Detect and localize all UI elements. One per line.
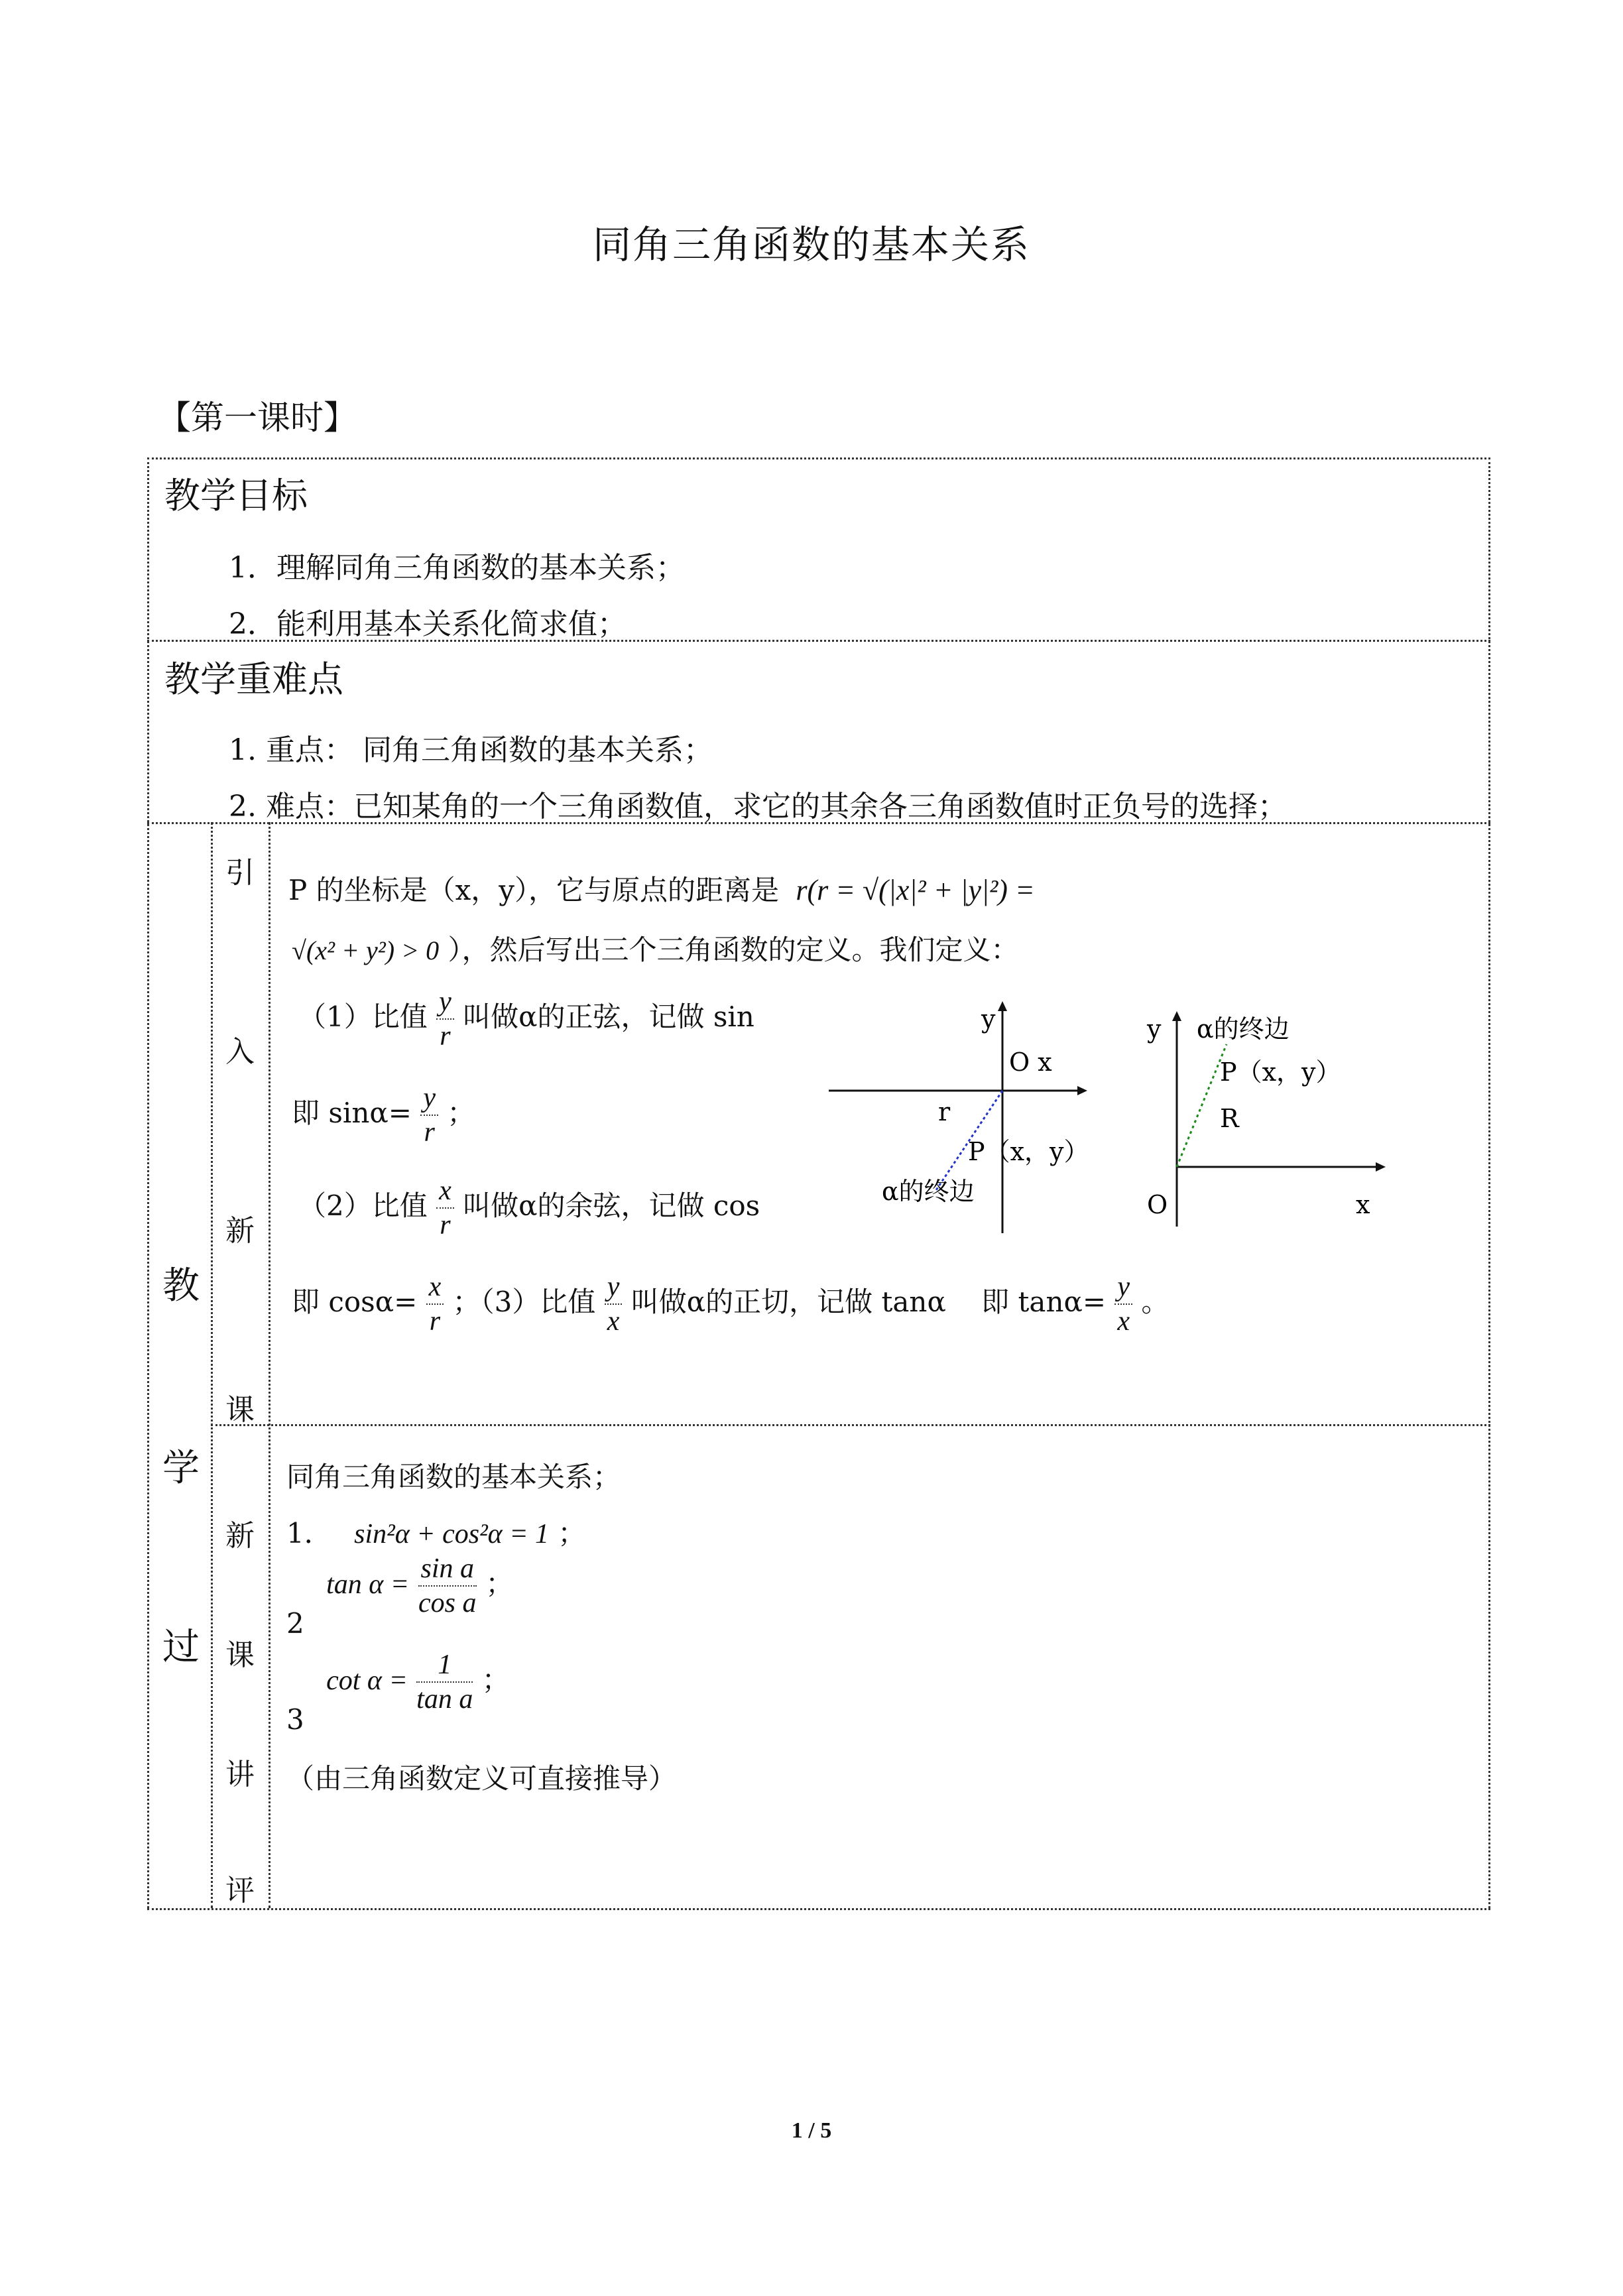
lecture-note: （由三角函数定义可直接推导） bbox=[286, 1762, 677, 1795]
diagram-first-quadrant bbox=[1127, 995, 1406, 1240]
lecture-label-char-1: 新 bbox=[225, 1519, 255, 1553]
diagram2-origin-label: O bbox=[1147, 1190, 1168, 1219]
fraction-cosine: $\frac{x}{r}$ bbox=[426, 1273, 444, 1335]
diagram2-r-label: R bbox=[1220, 1104, 1239, 1133]
objectives-heading: 教学目标 bbox=[164, 475, 308, 516]
diagram2-terminal-label: α的终边 bbox=[1197, 1014, 1290, 1044]
lecture-heading: 同角三角函数的基本关系； bbox=[286, 1461, 621, 1493]
fraction-sin-over-cos: $\frac{\text{sin a}}{\text{cos a}}$ bbox=[418, 1553, 477, 1618]
session-label: 【第一课时】 bbox=[158, 398, 357, 437]
fraction-y-over-r: $\frac{y}{r}$ bbox=[436, 988, 454, 1050]
lecture-label-char-2: 课 bbox=[225, 1638, 255, 1672]
diagram1-terminal-label: α的终边 bbox=[882, 1177, 975, 1206]
process-label-char-3: 过 bbox=[162, 1626, 200, 1669]
diagram2-x-label: x bbox=[1356, 1190, 1370, 1219]
terminal-ray bbox=[1177, 1044, 1227, 1167]
fraction-y-over-x: $\frac{y}{x}$ bbox=[605, 1273, 623, 1335]
diagram2-y-label: y bbox=[1147, 1014, 1162, 1044]
page-title: 同角三角函数的基本关系 bbox=[592, 222, 1030, 267]
intro-label-char-1: 引 bbox=[225, 856, 255, 890]
intro-line-1: P 的坐标是（x，y），它与原点的距离是 r(r = √(|x|² + |y|²) = bbox=[288, 874, 1035, 906]
fraction-tangent: $\frac{y}{x}$ bbox=[1114, 1273, 1132, 1335]
lecture-label-char-3: 讲 bbox=[225, 1758, 255, 1791]
objective-item-1: 1．理解同角三角函数的基本关系； bbox=[229, 551, 685, 585]
diagram1-y-label: y bbox=[981, 1004, 996, 1034]
r-formula-2: √(x² + y²) > 0 bbox=[292, 936, 440, 965]
y-axis-arrow-icon bbox=[1172, 1011, 1181, 1021]
r-formula: r(r = √(|x|² + |y|²) = bbox=[796, 874, 1035, 906]
definition-sine: （1）比值 $\frac{y}{r}$ 叫做α的正弦，记做 sin bbox=[298, 987, 754, 1052]
intro-line-2: √(x² + y²) > 0 ），然后写出三个三角函数的定义。我们定义： bbox=[292, 934, 1019, 966]
process-label-char-1: 教 bbox=[162, 1264, 200, 1307]
x-axis-arrow-icon bbox=[1376, 1162, 1386, 1172]
diagram-third-quadrant bbox=[822, 995, 1101, 1246]
key-point-item-1: 1. 重点： 同角三角函数的基本关系； bbox=[229, 733, 713, 767]
diagram1-point-label: P（x，y） bbox=[968, 1137, 1089, 1166]
process-label-char-2: 学 bbox=[162, 1447, 200, 1490]
intro-label-char-2: 入 bbox=[225, 1035, 255, 1069]
formula-pythagorean: 1． sin²α + cos²α = 1 ； bbox=[286, 1517, 586, 1549]
formula-cotangent: 3 cot α = $\frac{1}{\text{tan a}}$ ； bbox=[286, 1650, 510, 1736]
diagram1-r-label: r bbox=[938, 1097, 951, 1126]
lecture-label-char-4: 评 bbox=[225, 1874, 255, 1907]
formula-tangent: 2 tan α = $\frac{\text{sin a}}{\text{cos a}}$ ； bbox=[286, 1553, 514, 1640]
key-points-heading: 教学重难点 bbox=[164, 658, 343, 700]
fraction-x-over-r: $\frac{x}{r}$ bbox=[436, 1177, 454, 1239]
page-number: 1 / 5 bbox=[791, 2118, 832, 2143]
equation-sine: 即 sinα= $\frac{y}{r}$ ； bbox=[292, 1083, 475, 1148]
objective-item-2: 2．能利用基本关系化简求值； bbox=[229, 607, 627, 641]
key-point-item-2: 2. 难点：已知某角的一个三角函数值，求它的其余各三角函数值时正负号的选择； bbox=[229, 790, 1287, 823]
definition-cosine: （2）比值 $\frac{x}{r}$ 叫做α的余弦，记做 cos bbox=[298, 1176, 760, 1240]
diagram2-point-label: P（x，y） bbox=[1220, 1057, 1341, 1087]
diagram1-origin-x-label: O x bbox=[1009, 1048, 1052, 1077]
fraction-one-over-tan: $\frac{1}{\text{tan a}}$ bbox=[416, 1650, 473, 1715]
equation-cosine-tangent: 即 cosα= $\frac{x}{r}$ ；（3）比值 $\frac{y}{x}$ 叫做α的正切，记做 tanα 即 tanα= $\frac{y}{x}$ 。 bbox=[292, 1272, 1170, 1337]
intro-label-char-4: 课 bbox=[225, 1393, 255, 1427]
fraction-sine: $\frac{y}{r}$ bbox=[420, 1084, 438, 1146]
intro-label-char-3: 新 bbox=[225, 1214, 255, 1248]
